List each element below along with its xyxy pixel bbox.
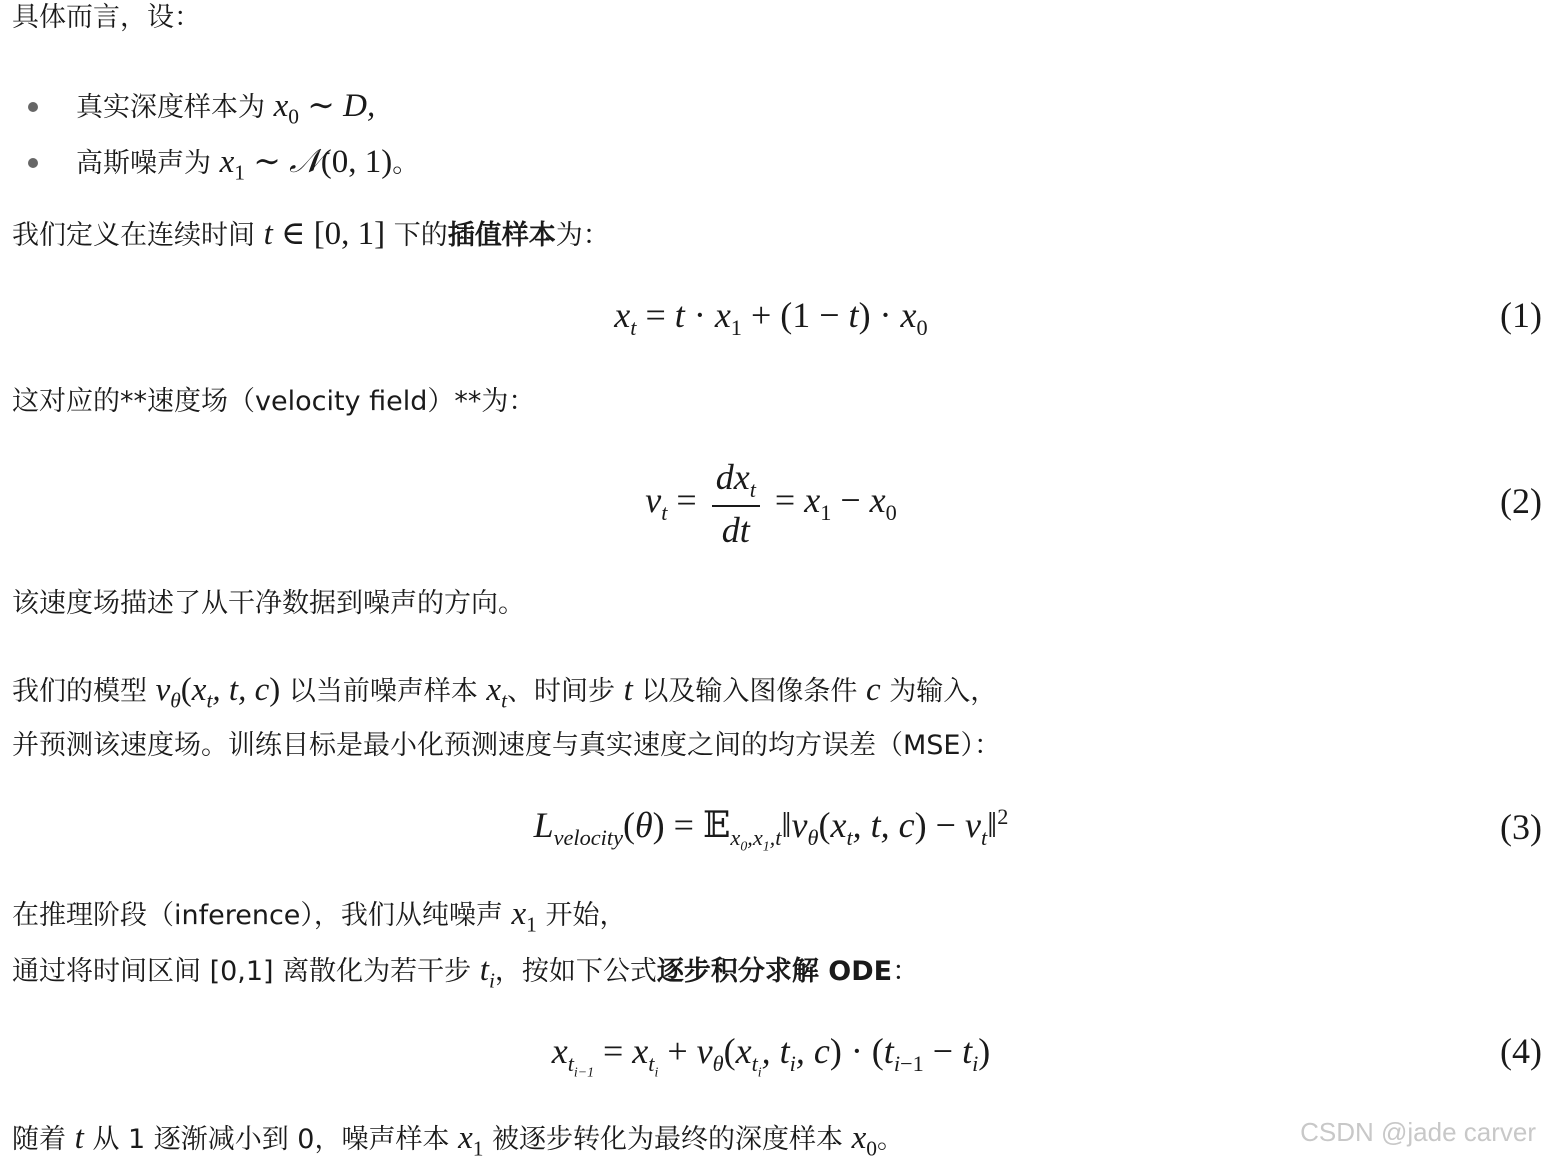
inference-text-2 — [12, 950, 919, 1001]
velocity-intro-text: 这对应的**速度场（velocity field）**为： — [12, 386, 536, 417]
model-mid2: 、时间步 — [507, 676, 616, 707]
final-math-2: $x_1$ — [458, 1120, 484, 1161]
bullet-2-text: 高斯噪声为 — [76, 148, 211, 179]
model-math-4: c — [866, 672, 881, 708]
model-text-2: 并预测该速度场。训练目标是最小化预测速度与真实速度之间的均方误差（MSE）： — [12, 730, 1001, 761]
model-text — [12, 670, 997, 721]
equation-4: $x_{t_{i-1}} = x_{t_i} + v_\theta(x_{t_i}$, $t_i$, $c) \cdot (t_{i-1} - t_i)$ — [551, 1031, 991, 1080]
model-math-1: $v_\theta(x_t$, t, c) — [155, 672, 281, 713]
model-math-3: t — [623, 672, 633, 708]
model-post: 为输入， — [889, 676, 998, 707]
fraction: $\frac{dx_t}{dt}$ — [712, 456, 760, 551]
inference2-pre: 通过将时间区间 [0,1] 离散化为若干步 — [12, 956, 472, 987]
model-pre: 我们的模型 — [12, 676, 147, 707]
inference2-math: $t_i$ — [479, 952, 495, 993]
bullet-1-text: 真实深度样本为 — [76, 92, 265, 123]
equation-1-number: (1) — [1500, 295, 1542, 335]
final-pre: 随着 — [12, 1124, 66, 1155]
final-math-3: $x_0$ — [851, 1120, 877, 1161]
equation-3-number: (3) — [1500, 807, 1542, 847]
interp-math: t ∈ [0, 1] — [263, 216, 386, 252]
inference1-math: $x_1$ — [511, 896, 537, 937]
inference1-pre: 在推理阶段（inference），我们从纯噪声 — [12, 900, 503, 931]
interp-post: 为： — [555, 220, 610, 251]
interp-pre: 我们定义在连续时间 — [12, 220, 255, 251]
equation-2: $v_t$ = $\frac{dx_t}{dt}$ = $x_1 - x_0$ — [645, 457, 897, 551]
bullet-icon — [28, 158, 38, 168]
interp-mid: 下的 — [393, 220, 448, 251]
inference-text-1 — [12, 894, 626, 945]
bullet-2-suffix: 。 — [392, 148, 420, 179]
equation-2-number: (2) — [1500, 481, 1542, 521]
bullet-icon — [28, 102, 38, 112]
model-mid3: 以及输入图像条件 — [641, 676, 858, 707]
velocity-desc-text: 该速度场描述了从干净数据到噪声的方向。 — [12, 588, 525, 619]
intro-text: 具体而言，设： — [12, 2, 201, 33]
interp-text — [12, 214, 610, 256]
final-mid: 从 1 逐渐减小到 0，噪声样本 — [92, 1124, 450, 1155]
watermark: CSDN @jade carver — [1300, 1117, 1536, 1147]
bullet-item-2 — [76, 142, 419, 193]
inference1-post: 开始， — [545, 900, 627, 931]
equation-3: $L_{velocity}(\theta)$ = $𝔼_{x_0,x_1,t}‖v_\theta(x_t$, t, $c) - v_t‖^2$ — [533, 804, 1009, 854]
final-math-1: t — [74, 1120, 84, 1156]
bullet-1-math: $x_0$ ∼ D, — [273, 88, 376, 129]
bullet-2-math: $x_1$ ∼ 𝒩(0, 1) — [219, 144, 393, 185]
final-text — [12, 1118, 904, 1169]
inference2-bold: 逐步积分求解 ODE — [656, 956, 893, 987]
equation-1: $x_t = t \cdot x_1 + (1 - t) \cdot x_0$ — [614, 295, 928, 341]
bullet-item-1 — [76, 86, 375, 137]
model-math-2: $x_t$ — [486, 672, 508, 713]
final-post: 。 — [877, 1124, 904, 1155]
model-mid: 以当前噪声样本 — [288, 676, 478, 707]
interp-bold: 插值样本 — [447, 220, 556, 251]
final-mid2: 被逐步转化为最终的深度样本 — [492, 1124, 844, 1155]
inference2-post: ： — [892, 956, 920, 987]
equation-4-number: (4) — [1500, 1031, 1542, 1071]
inference2-mid: ，按如下公式 — [494, 956, 657, 987]
